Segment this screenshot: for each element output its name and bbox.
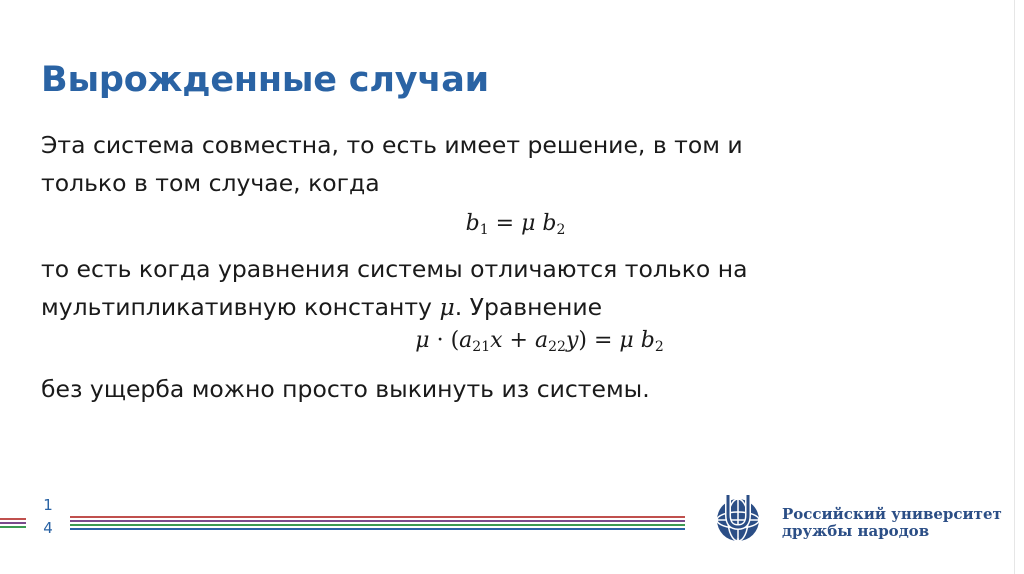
eq1-sub-2: 2 [556,222,566,238]
footer-stripe-red [70,516,685,518]
paragraph-2-line-1: то есть когда уравнения системы отличаются только на [41,255,748,283]
slide-number-digit-2: 4 [43,519,53,537]
eq2-y: y [565,328,579,353]
eq2-sub-2: 2 [654,339,664,355]
inline-mu: μ [439,293,455,321]
footer-stripe-green [70,524,685,526]
footer-stripe-blue [70,528,685,530]
eq2-equals: = [593,328,613,353]
eq2-b: b [640,328,655,353]
eq2-a22: a [534,328,549,353]
eq1-b: b [465,211,480,236]
paragraph-2-line-2 [41,288,921,326]
paragraph-2-line-2-b: . Уравнение [454,293,603,321]
paragraph-2-line-2-a: мультипликативную константу [41,293,432,321]
eq1-sub-1: 1 [479,222,489,238]
university-name-line-2: дружбы народов [782,522,930,540]
slide-title: Вырожденные случаи [41,60,489,100]
paragraph-3: без ущерба можно просто выкинуть из системы. [41,375,650,403]
eq2-mu: μ [415,328,430,353]
eq2-open-paren: ( [450,328,460,353]
eq2-sub-21: 21 [472,339,491,355]
paragraph-1 [41,126,921,202]
equation-1 [0,211,1024,238]
eq2-mu-right: μ [619,328,634,353]
footer-stripe-purple [70,520,685,522]
paragraph-2 [41,250,921,326]
emblem-letter: U [736,538,740,543]
footer-stripe-red-left [0,518,26,520]
slide-number-digit-1: 1 [43,496,53,514]
university-name-line-1: Российский университет [782,505,1002,523]
eq2-sub-22: 22 [548,339,566,355]
footer-stripe-purple-left [0,522,26,524]
eq1-b2: b [542,211,557,236]
footer-stripe-green-left [0,526,26,528]
eq2-plus: + [509,328,528,353]
paragraph-1-line-1: Эта система совместна, то есть имеет решение, в том и [41,131,743,159]
eq2-close-paren: ) [578,328,587,353]
eq1-mu: μ [521,211,536,236]
slide-edge [1014,0,1015,574]
eq2-x: x [490,328,503,353]
eq2-a21: a [459,328,473,353]
university-globe-icon [708,493,768,543]
equation-2 [0,328,1024,355]
eq2-dot: · [436,328,444,353]
paragraph-1-line-2: только в том случае, когда [41,169,380,197]
eq1-equals: = [495,211,515,236]
